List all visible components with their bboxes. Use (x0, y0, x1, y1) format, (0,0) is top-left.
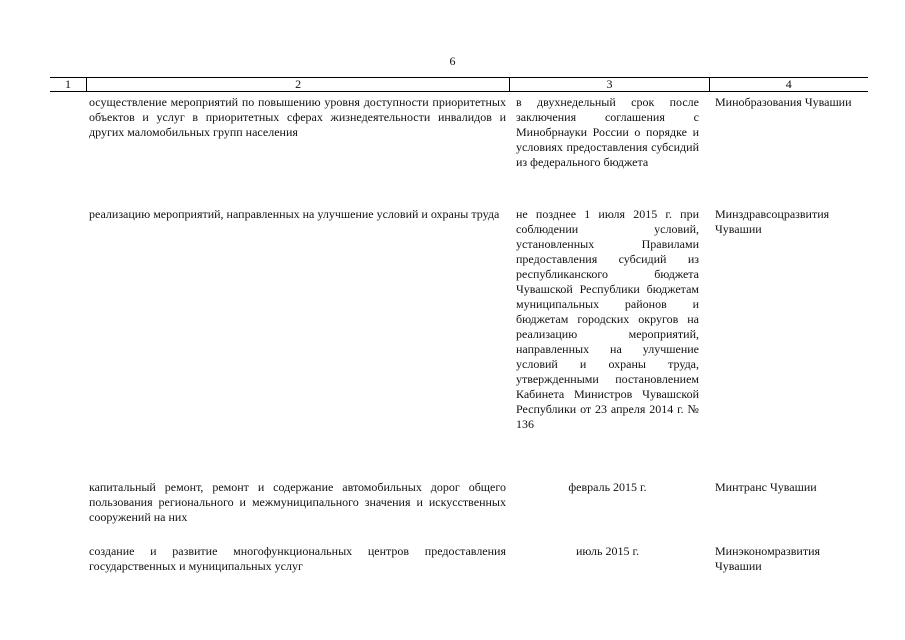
header-col-1: 1 (64, 77, 71, 91)
header-col-4: 4 (709, 78, 868, 91)
responsible-cell: Минтранс Чувашии (715, 480, 817, 494)
responsible-cell: Минобразования Чувашии (715, 95, 852, 109)
responsible-cell: Минэкономразвития Чувашии (715, 544, 821, 573)
table-header (50, 77, 868, 92)
document-table (50, 77, 868, 573)
table-row (50, 207, 868, 432)
activity-cell: осуществление мероприятий по повышению уровня доступности приоритетных объектов и услуг в приоритетных сферах жизнедеятельности инвалидов и других маломобильных групп населения (89, 95, 506, 139)
activity-cell: капитальный ремонт, ремонт и содержание автомобильных дорог общего пользования регионального и межмуниципального значения и искусственных сооружений на них (89, 480, 506, 524)
deadline-cell: февраль 2015 г. (568, 480, 647, 494)
header-col-3: 3 (509, 78, 708, 91)
table-row (50, 95, 868, 170)
activity-cell: создание и развитие многофункциональных центров предоставления государственных и муниципальных услуг (89, 544, 506, 573)
activity-cell: реализацию мероприятий, направленных на улучшение условий и охраны труда (89, 207, 500, 221)
responsible-cell: Минздравсоцразвития Чувашии (715, 207, 830, 236)
page-number: 6 (449, 54, 456, 68)
deadline-cell: в двухнедельный срок после заключения соглашения с Минобрнауки России о порядке и условиях предоставления субсидий из федерального бюджета (516, 95, 699, 169)
deadline-cell: июль 2015 г. (575, 544, 640, 558)
table-row (50, 480, 868, 525)
deadline-cell: не позднее 1 июля 2015 г. при соблюдении условий, установленных Правилами предоставления субсидий из республиканского бюджета Чувашской Республики бюджетам муниципальных районов и бюджетам городских округов на реализацию мероприятий, направленных на улучшение условий и охраны труда, утвержденными постановлением Кабинета Министров Чувашской Республики от 23 апреля 2014 г. № 136 (516, 207, 699, 431)
table-row (50, 544, 868, 574)
header-col-2: 2 (86, 78, 509, 91)
